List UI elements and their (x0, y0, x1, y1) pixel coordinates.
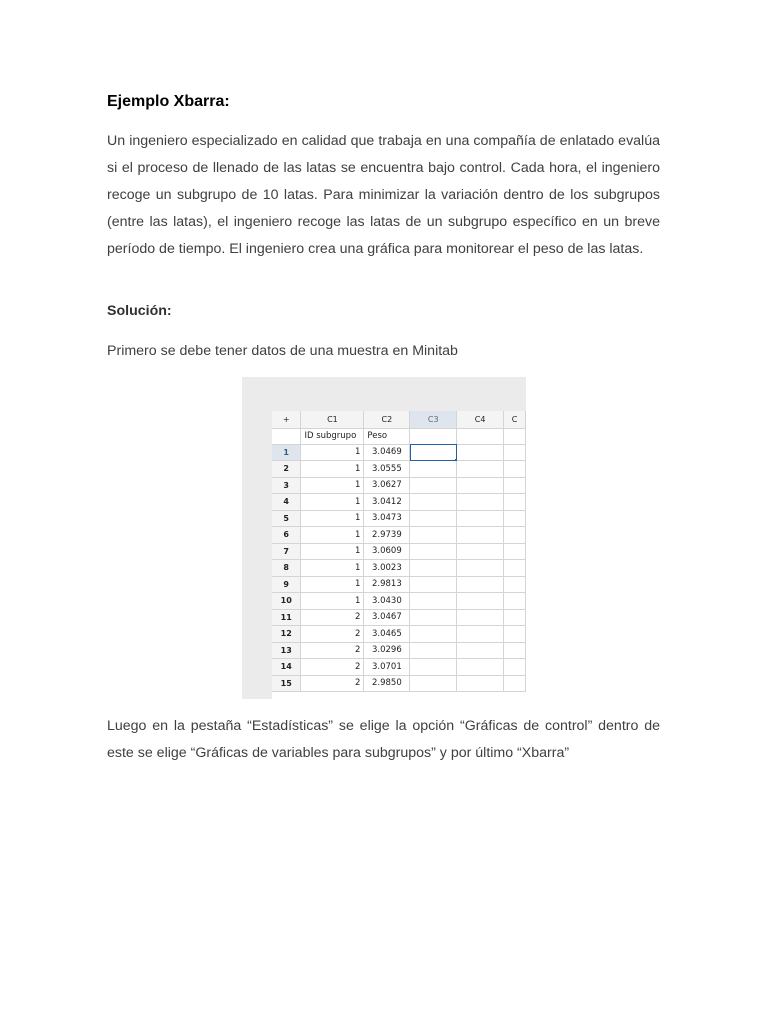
section-heading: Ejemplo Xbarra: (107, 93, 230, 110)
column-name-row (272, 428, 526, 444)
cell-empty[interactable] (457, 576, 504, 593)
cell-empty[interactable] (457, 494, 504, 511)
column-name-1[interactable]: ID subgrupo (301, 428, 364, 444)
cell-empty[interactable] (504, 626, 526, 643)
row-number[interactable]: 5 (272, 510, 301, 527)
worksheet-row (272, 642, 526, 659)
cell-peso[interactable]: 3.0555 (364, 461, 410, 478)
column-name-3[interactable] (410, 428, 457, 444)
worksheet-row (272, 675, 526, 692)
cell-empty[interactable] (504, 461, 526, 478)
column-name-4[interactable] (457, 428, 504, 444)
cell-id-subgrupo[interactable]: 2 (301, 659, 364, 676)
worksheet-left-margin (242, 377, 272, 699)
cell-peso[interactable]: 3.0469 (364, 444, 410, 461)
cell-peso[interactable]: 3.0296 (364, 642, 410, 659)
cell-empty[interactable] (410, 609, 457, 626)
cell-empty[interactable] (457, 609, 504, 626)
cell-id-subgrupo[interactable]: 1 (301, 576, 364, 593)
row-number[interactable]: 10 (272, 593, 301, 610)
column-name-2[interactable]: Peso (364, 428, 410, 444)
worksheet-row (272, 510, 526, 527)
cell-empty[interactable] (410, 642, 457, 659)
row-number[interactable]: 9 (272, 576, 301, 593)
cell-id-subgrupo[interactable]: 2 (301, 609, 364, 626)
cell-peso[interactable]: 3.0701 (364, 659, 410, 676)
cell-peso[interactable]: 3.0430 (364, 593, 410, 610)
cell-empty[interactable] (457, 642, 504, 659)
cell-peso[interactable]: 3.0023 (364, 560, 410, 577)
cell-id-subgrupo[interactable]: 1 (301, 477, 364, 494)
cell-peso[interactable]: 3.0465 (364, 626, 410, 643)
worksheet-row (272, 659, 526, 676)
row-number[interactable]: 7 (272, 543, 301, 560)
cell-id-subgrupo[interactable]: 1 (301, 560, 364, 577)
minitab-worksheet (242, 377, 526, 699)
cell-empty[interactable] (504, 510, 526, 527)
row-number[interactable]: 4 (272, 494, 301, 511)
cell-empty[interactable] (457, 659, 504, 676)
cell-empty[interactable] (504, 477, 526, 494)
cell-empty[interactable] (410, 560, 457, 577)
cell-id-subgrupo[interactable]: 2 (301, 626, 364, 643)
row-number[interactable]: 2 (272, 461, 301, 478)
cell-empty[interactable] (504, 543, 526, 560)
worksheet-row (272, 576, 526, 593)
cell-empty[interactable] (504, 494, 526, 511)
worksheet-grid (272, 411, 526, 692)
row-number[interactable]: 15 (272, 675, 301, 692)
cell-id-subgrupo[interactable]: 1 (301, 444, 364, 461)
cell-peso[interactable]: 3.0467 (364, 609, 410, 626)
row-number[interactable]: 14 (272, 659, 301, 676)
cell-peso[interactable]: 3.0609 (364, 543, 410, 560)
worksheet-row (272, 461, 526, 478)
cell-id-subgrupo[interactable]: 1 (301, 593, 364, 610)
row-number[interactable]: 8 (272, 560, 301, 577)
active-cell[interactable] (410, 444, 457, 461)
cell-empty[interactable] (410, 461, 457, 478)
cell-id-subgrupo[interactable]: 1 (301, 461, 364, 478)
cell-empty[interactable] (410, 659, 457, 676)
column-header-1[interactable]: C1 (301, 411, 364, 428)
column-header-3[interactable]: C3 (410, 411, 457, 428)
worksheet-row (272, 494, 526, 511)
cell-empty[interactable] (504, 527, 526, 544)
worksheet-row (272, 444, 526, 461)
cell-id-subgrupo[interactable]: 2 (301, 675, 364, 692)
cell-peso[interactable]: 2.9739 (364, 527, 410, 544)
cell-empty[interactable] (457, 675, 504, 692)
cell-id-subgrupo[interactable]: 2 (301, 642, 364, 659)
worksheet-row (272, 626, 526, 643)
column-header-2[interactable]: C2 (364, 411, 410, 428)
cell-id-subgrupo[interactable]: 1 (301, 543, 364, 560)
step2-paragraph: Luego en la pestaña “Estadísticas” se elige la opción “Gráficas de control” dentro de este se elige “Gráficas de variables para subgrupos” y por último “Xbarra” (107, 718, 660, 761)
column-header-5[interactable]: C (504, 411, 526, 428)
intro-paragraph: Un ingeniero especializado en calidad que trabaja en una compañía de enlatado evalúa si el proceso de llenado de las latas se encuentra bajo control. Cada hora, el ingeniero recoge un subgrupo de 10 latas. Para minimizar la variación dentro de los subgrupos (entre las latas), el ingeniero recoge las latas de un subgrupo específico en un breve período de tiempo. El ingeniero crea una gráfica para monitorear el peso de las latas. (107, 133, 660, 257)
cell-empty[interactable] (504, 444, 526, 461)
cell-empty[interactable] (457, 510, 504, 527)
fill-handle[interactable] (455, 459, 457, 461)
cell-empty[interactable] (410, 510, 457, 527)
column-header-row (272, 411, 526, 428)
row-number[interactable]: 11 (272, 609, 301, 626)
cell-empty[interactable] (504, 593, 526, 610)
row-number[interactable]: 1 (272, 444, 301, 461)
row-number[interactable]: 3 (272, 477, 301, 494)
cell-peso[interactable]: 3.0412 (364, 494, 410, 511)
cell-empty[interactable] (504, 576, 526, 593)
cell-empty[interactable] (457, 543, 504, 560)
cell-empty[interactable] (410, 576, 457, 593)
cell-empty[interactable] (410, 675, 457, 692)
cell-empty[interactable] (504, 560, 526, 577)
column-name-5[interactable] (504, 428, 526, 444)
worksheet-row (272, 477, 526, 494)
cell-peso[interactable]: 2.9850 (364, 675, 410, 692)
step1-paragraph: Primero se debe tener datos de una muestra en Minitab (107, 343, 458, 359)
cell-empty[interactable] (410, 477, 457, 494)
row-number[interactable]: 12 (272, 626, 301, 643)
worksheet-row (272, 593, 526, 610)
cell-empty[interactable] (410, 543, 457, 560)
cell-id-subgrupo[interactable]: 1 (301, 494, 364, 511)
cell-empty[interactable] (457, 527, 504, 544)
cell-peso[interactable]: 3.0627 (364, 477, 410, 494)
cell-empty[interactable] (410, 527, 457, 544)
worksheet-row (272, 560, 526, 577)
name-row-corner (272, 428, 301, 444)
cell-empty[interactable] (457, 477, 504, 494)
cell-id-subgrupo[interactable]: 1 (301, 527, 364, 544)
cell-empty[interactable] (457, 560, 504, 577)
cell-empty[interactable] (457, 626, 504, 643)
corner-cell[interactable]: + (272, 411, 301, 428)
cell-empty[interactable] (410, 593, 457, 610)
cell-empty[interactable] (504, 609, 526, 626)
cell-id-subgrupo[interactable]: 1 (301, 510, 364, 527)
worksheet-row (272, 609, 526, 626)
cell-empty[interactable] (410, 626, 457, 643)
solution-heading: Solución: (107, 303, 172, 319)
cell-empty[interactable] (504, 642, 526, 659)
worksheet-toolbar-area (272, 377, 526, 411)
row-number[interactable]: 6 (272, 527, 301, 544)
cell-peso[interactable]: 2.9813 (364, 576, 410, 593)
cell-empty[interactable] (410, 494, 457, 511)
row-number[interactable]: 13 (272, 642, 301, 659)
worksheet-row (272, 543, 526, 560)
column-header-4[interactable]: C4 (457, 411, 504, 428)
cell-empty[interactable] (504, 675, 526, 692)
cell-empty[interactable] (504, 659, 526, 676)
cell-empty[interactable] (457, 444, 504, 461)
cell-peso[interactable]: 3.0473 (364, 510, 410, 527)
cell-empty[interactable] (457, 593, 504, 610)
cell-empty[interactable] (457, 461, 504, 478)
worksheet-row (272, 527, 526, 544)
